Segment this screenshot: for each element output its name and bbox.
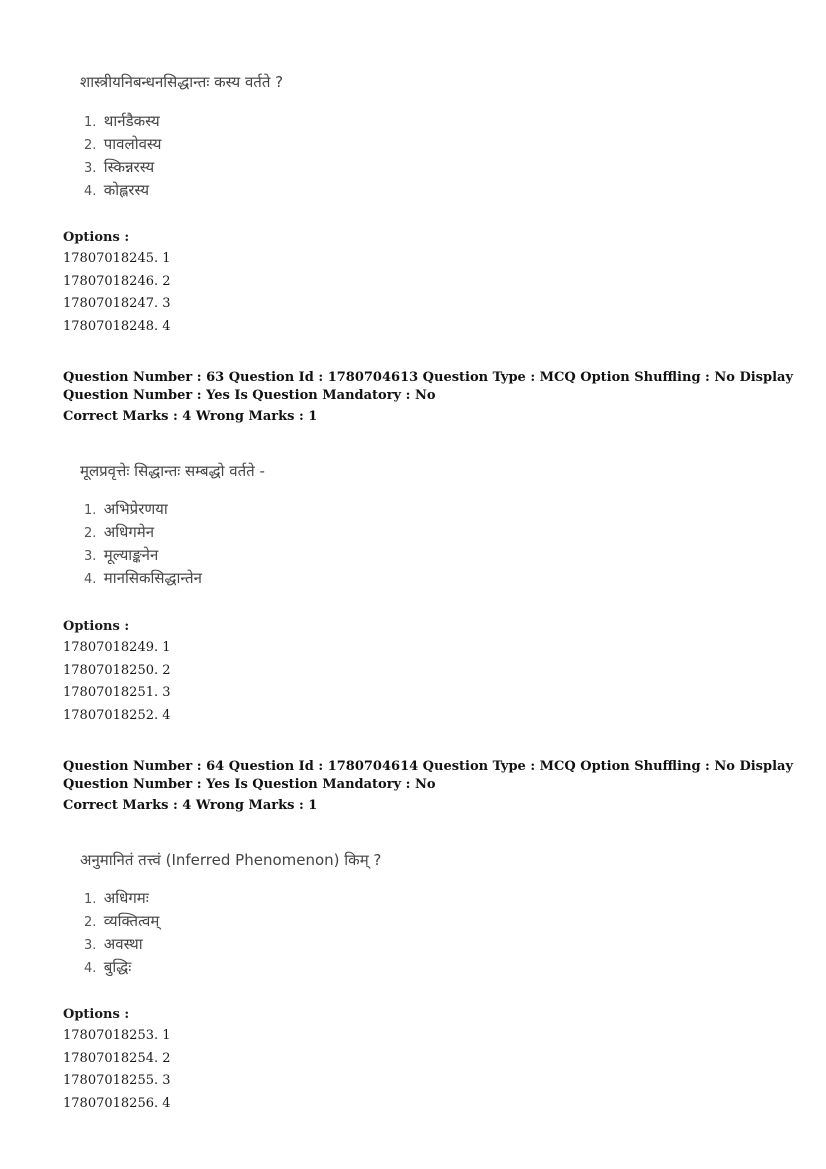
question-meta (63, 369, 793, 426)
option-id-list (63, 637, 171, 727)
option-id: 17807018255. 3 (63, 1073, 171, 1088)
choice-list (84, 887, 159, 979)
options-heading: Options : (63, 230, 130, 245)
marks-line: Correct Marks : 4 Wrong Marks : 1 (63, 798, 318, 813)
meta-line: Question Number : Yes Is Question Mandatory : No (63, 777, 436, 792)
choice-item: 3. मूल्याङ्कनेन (84, 546, 159, 564)
choice-item: 1. अधिगमः (84, 889, 149, 907)
choice-list (84, 110, 161, 202)
option-id: 17807018256. 4 (63, 1095, 171, 1111)
choice-item: 4. मानसिकसिद्धान्तेन (84, 569, 202, 587)
option-id: 17807018253. 1 (63, 1028, 171, 1043)
meta-line: Question Number : Yes Is Question Mandatory : No (63, 388, 436, 403)
option-id: 17807018245. 1 (63, 251, 171, 266)
option-id: 17807018249. 1 (63, 640, 171, 655)
choice-list (84, 498, 202, 590)
question-text: मूलप्रवृत्तेः सिद्धान्तः सम्बद्धो वर्तते - (80, 462, 265, 480)
choice-item: 3. स्किन्नरस्य (84, 158, 155, 176)
choice-item: 4. बुद्धिः (84, 958, 132, 976)
options-heading: Options : (63, 1007, 130, 1022)
choice-item: 1. थार्नडैकस्य (84, 112, 160, 130)
meta-line: Question Number : 64 Question Id : 1780704614 Question Type : MCQ Option Shuffling : No Display (63, 759, 793, 774)
choice-item: 1. अभिप्रेरणया (84, 500, 168, 518)
meta-line: Question Number : 63 Question Id : 1780704613 Question Type : MCQ Option Shuffling : No Display (63, 370, 793, 385)
option-id: 17807018252. 4 (63, 707, 171, 723)
choice-item: 2. पावलोवस्य (84, 135, 162, 153)
option-id: 17807018251. 3 (63, 685, 171, 700)
choice-item: 4. कोह्लरस्य (84, 181, 150, 199)
choice-item: 2. अधिगमेन (84, 523, 155, 541)
option-id: 17807018248. 4 (63, 318, 171, 334)
question-meta (63, 758, 793, 815)
marks-line: Correct Marks : 4 Wrong Marks : 1 (63, 409, 318, 424)
option-id: 17807018246. 2 (63, 273, 171, 289)
option-id-list (63, 1025, 171, 1115)
choice-item: 2. व्यक्तित्वम् (84, 912, 160, 930)
option-id: 17807018250. 2 (63, 662, 171, 678)
option-id: 17807018254. 2 (63, 1050, 171, 1066)
option-id-list (63, 248, 171, 338)
option-id: 17807018247. 3 (63, 296, 171, 311)
options-heading: Options : (63, 619, 130, 634)
question-text: शास्त्रीयनिबन्धनसिद्धान्तः कस्य वर्तते ? (80, 73, 284, 91)
question-text: अनुमानितं तत्त्वं (Inferred Phenomenon) किम् ? (80, 851, 382, 869)
choice-item: 3. अवस्था (84, 935, 143, 953)
